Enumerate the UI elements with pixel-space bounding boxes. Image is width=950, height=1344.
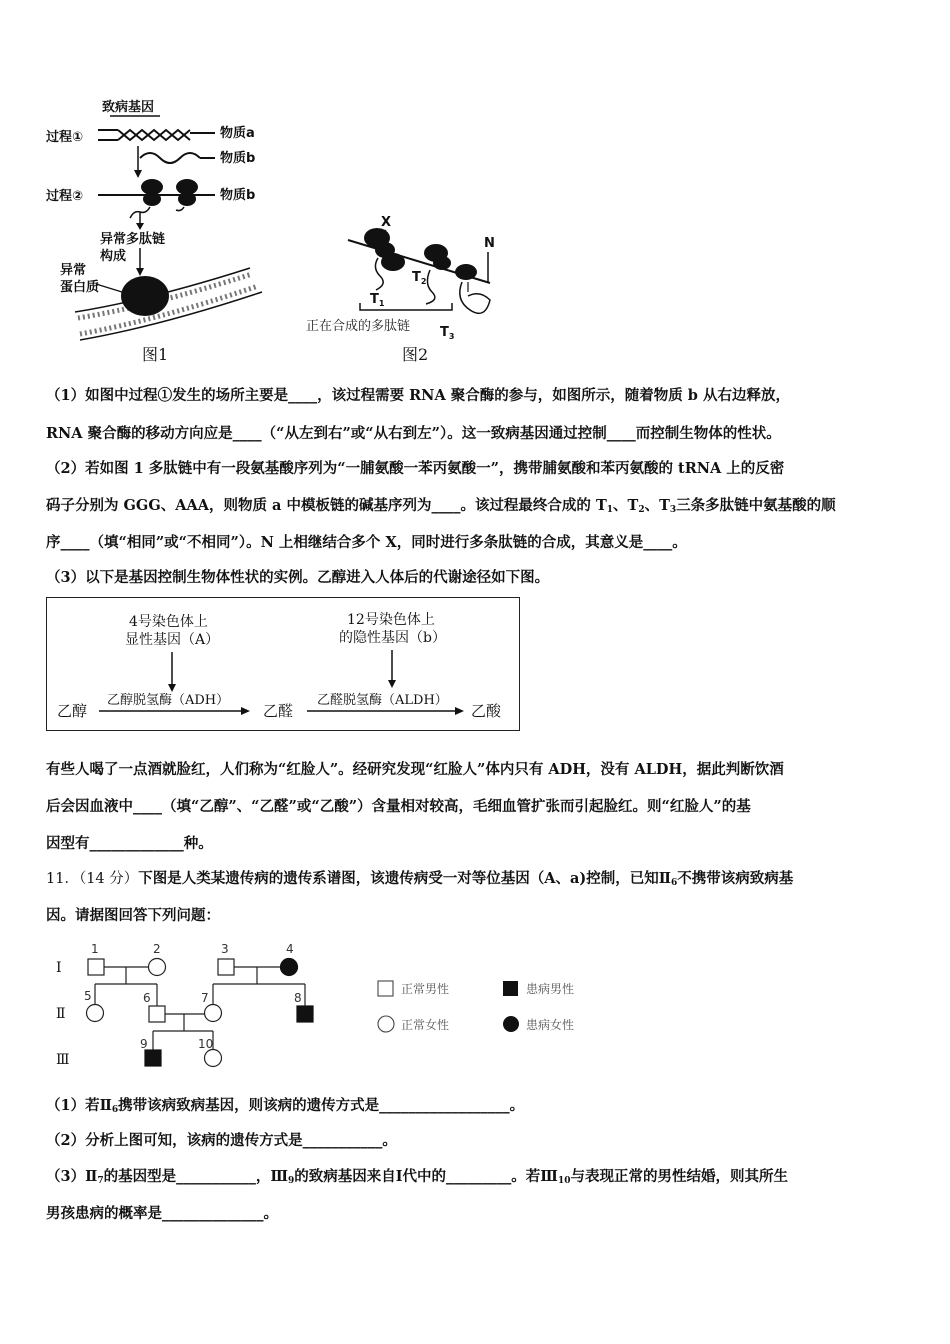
legend-affected-female: 患病女性	[526, 1018, 575, 1032]
q2-line2: 码子分别为 GGG、AAA，则物质 a 中模板链的碱基序列为____。该过程最终合成的 $T_1$、$T_2$、$T_3$三条多肽链中氨基酸的顺	[46, 497, 836, 515]
legend-normal-female: 正常女性	[401, 1018, 450, 1032]
individual-II6	[149, 1006, 165, 1022]
num-8: 8	[294, 991, 302, 1005]
individual-II8	[297, 1006, 313, 1022]
q3-line1: （3）以下是基因控制生物体性状的实例。乙醇进入人体后的代谢途径如下图。	[46, 569, 550, 586]
metabolism-flow-box	[46, 597, 520, 731]
num-1: 1	[91, 942, 99, 956]
aldh-label: 乙醛脱氢酶（ALDH）	[317, 693, 448, 708]
peptide-label: 正在合成的多肽链	[306, 319, 411, 334]
num-5: 5	[84, 989, 92, 1003]
individual-I3	[218, 959, 234, 975]
q1-line2: RNA 聚合酶的移动方向应是____（“从左到右”或“从右到左”）。这一致病基因通过控制____而控制生物体的性状。	[46, 425, 781, 442]
metabolism-flow-diagram	[47, 598, 521, 732]
figure2-caption: 图2	[402, 345, 429, 364]
abnormal-protein-shape	[121, 276, 169, 316]
figure-1	[46, 99, 262, 364]
substance-b2-label: 物质b	[220, 188, 256, 203]
legend-affected-male: 患病男性	[526, 982, 575, 996]
individual-I1	[88, 959, 104, 975]
q2-line1: （2）若如图 1 多肽链中有一段氨基酸序列为“一脯氨酸一苯丙氨酸一”，携带脯氨酸和苯丙氨酸的 tRNA 上的反密	[46, 460, 785, 477]
q3-after-line1: 有些人喝了一点酒就脸红，人们称为“红脸人”。经研究发现“红脸人”体内只有 ADH，没有 ALDH，据此判断饮酒	[46, 761, 784, 778]
legend-normal-female-symbol	[378, 1016, 394, 1032]
figure-2	[306, 215, 495, 364]
t3-label: $T_3$	[440, 325, 455, 341]
q2-line3: 序____（填“相同”或“不相同”）。N 上相继结合多个 X，同时进行多条肽链的合成，其意义是____。	[46, 534, 687, 551]
q11-sub3-line2: 男孩患病的概率是______________。	[46, 1205, 278, 1222]
num-6: 6	[143, 991, 151, 1005]
num-7: 7	[201, 991, 209, 1005]
pedigree-legend	[378, 981, 574, 1032]
num-10: 10	[198, 1037, 214, 1051]
substance-a-label: 物质a	[220, 126, 255, 141]
abnormal-protein-label-2: 蛋白质	[60, 280, 100, 295]
individual-I2	[149, 959, 166, 976]
gene-a-line1: 4号染色体上	[129, 614, 208, 630]
acetic-acid-label: 乙酸	[471, 702, 502, 720]
individual-III9	[145, 1050, 161, 1066]
num-4: 4	[286, 942, 294, 956]
gene-label: 致病基因	[102, 100, 155, 115]
gen3-label: Ⅲ	[56, 1052, 70, 1068]
legend-affected-female-symbol	[503, 1016, 519, 1032]
process2-label: 过程②	[46, 189, 84, 204]
abnormal-protein-label-1: 异常	[60, 263, 87, 278]
pedigree-chart	[0, 936, 950, 1078]
q11-sub2: （2）分析上图可知，该病的遗传方式是___________。	[46, 1132, 397, 1149]
q11-sub1: （1）若$Ⅱ_6$携带该病致病基因，则该病的遗传方式是__________________。	[46, 1097, 525, 1115]
adh-label: 乙醇脱氢酶（ADH）	[107, 693, 230, 708]
gen1-label: Ⅰ	[56, 960, 62, 976]
q11-line2: 因。请据图回答下列问题：	[46, 907, 220, 924]
t1-label: $T_1$	[370, 292, 385, 308]
legend-affected-male-symbol	[503, 981, 518, 996]
gene-b-line1: 12号染色体上	[347, 612, 435, 628]
individual-III10	[205, 1050, 222, 1067]
gene-b-line2: 的隐性基因（b）	[339, 630, 446, 646]
gen2-label: Ⅱ	[56, 1006, 66, 1022]
q3-after-line3: 因型有_____________种。	[46, 835, 213, 852]
q3-after-line2: 后会因血液中____（填“乙醇”、“乙醛”或“乙酸”）含量相对较高，毛细血管扩张而引起脸红。则“红脸人”的基	[46, 798, 751, 815]
substance-b-label: 物质b	[220, 151, 256, 166]
acetaldehyde-label: 乙醛	[263, 702, 294, 720]
individual-II5	[87, 1005, 104, 1022]
figures-1-2	[0, 0, 950, 380]
cell-membrane	[75, 268, 262, 340]
individual-II7	[205, 1005, 222, 1022]
num-9: 9	[140, 1037, 148, 1051]
figure1-caption: 图1	[142, 345, 169, 364]
q11-line1: 11．（14 分）下图是人类某遗传病的遗传系谱图，该遗传病受一对等位基因（A、a)控制，已知$Ⅱ_6$不携带该病致病基	[46, 870, 794, 888]
individual-I4	[281, 959, 298, 976]
q11-sub3: $(3)Ⅱ_7$的基因型是___________，$Ⅲ_9$的致病基因来自Ⅰ代中的_________。若$Ⅲ_{10}$与表现正常的男性结婚，则其所生	[46, 1168, 788, 1186]
gene-a-line2: 显性基因（A）	[125, 632, 220, 648]
x-label: X	[381, 215, 392, 230]
q1-line1: （1）如图中过程①发生的场所主要是____，该过程需要 RNA 聚合酶的参与，如图所示，随着物质 b 从右边释放，	[46, 387, 790, 404]
ethanol-label: 乙醇	[57, 702, 88, 720]
constitutes-label: 构成	[100, 249, 127, 264]
legend-normal-male: 正常男性	[401, 982, 450, 996]
num-3: 3	[221, 942, 229, 956]
num-2: 2	[153, 942, 161, 956]
process1-label: 过程①	[46, 130, 84, 145]
legend-normal-male-symbol	[378, 981, 393, 996]
abnormal-peptide-label: 异常多肽链	[100, 232, 166, 247]
n-label: N	[484, 236, 495, 251]
t2-label: $T_2$	[412, 270, 427, 286]
